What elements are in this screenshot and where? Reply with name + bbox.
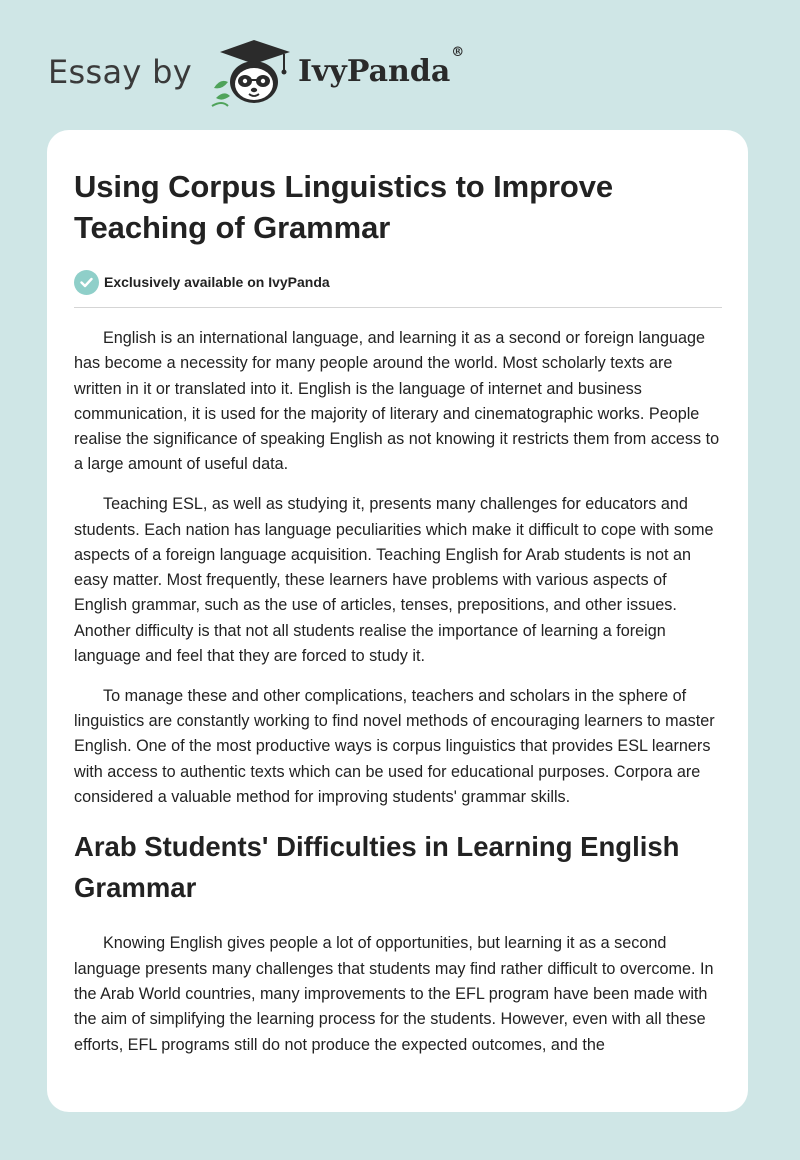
article-body: [74, 326, 722, 1058]
paragraph: Knowing English gives people a lot of opportunities, but learning it as a second language presents many challenges that students may find rather difficult to overcome. In the Arab World countries, many improvements to the EFL program have been made with the aim of simplifying the learning process for the students. However, even with all these efforts, EFL programs still do not produce the expected outcomes, and the: [74, 934, 714, 1054]
registered-mark: ®: [451, 45, 465, 60]
section-heading: Arab Students' Difficulties in Learning English Grammar: [74, 831, 680, 904]
page-title: Using Corpus Linguistics to Improve Teaching of Grammar: [74, 169, 614, 245]
essay-card: [47, 130, 748, 1112]
badge-text: Exclusively available on IvyPanda: [104, 274, 330, 290]
exclusive-badge: [74, 268, 722, 296]
essay-by-label: Essay by: [48, 53, 192, 91]
brand-name[interactable]: IvyPanda®: [297, 45, 465, 89]
paragraph: Teaching ESL, as well as studying it, presents many challenges for educators and students. Each nation has language peculiarities which make it difficult to cope with some aspects of a foreign language acquisition. Teaching English for Arab students is not an easy matter. Most frequently, these learners have problems with various aspects of English grammar, such as the use of articles, tenses, prepositions, and other issues. Another difficulty is that not all students realise the importance of learning a foreign language and feel that they are forced to study it.: [74, 495, 714, 666]
site-header: [48, 34, 464, 110]
paragraph: To manage these and other complications, teachers and scholars in the sphere of linguistics are constantly working to find novel methods of encouraging learners to master English. One of the most productive ways is corpus linguistics that provides ESL learners with access to authentic texts which can be used for educational purposes. Corpora are considered a valuable method for improving students' grammar skills.: [74, 686, 715, 807]
check-icon: [74, 270, 99, 295]
panda-graduate-icon[interactable]: [204, 36, 296, 108]
paragraph: English is an international language, and learning it as a second or foreign language has become a necessity for many people around the world. Most scholarly texts are written in it or translated into it. English is the language of internet and business communication, it is used for the majority of literary and cinematographic works. People realise the significance of speaking English as not knowing it restricts them from access to a large amount of useful data.: [74, 329, 720, 474]
divider: [74, 307, 722, 308]
